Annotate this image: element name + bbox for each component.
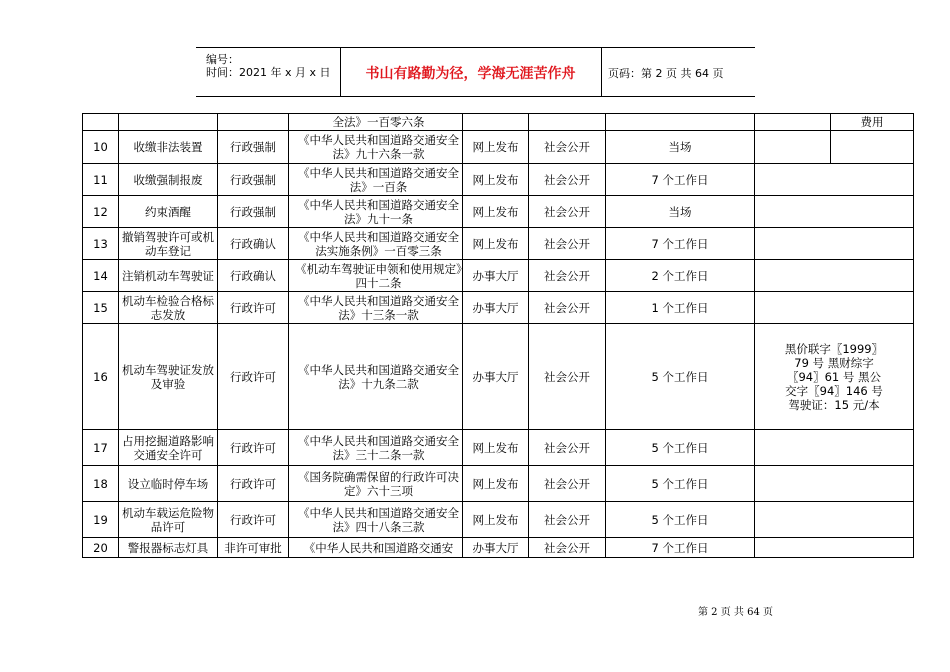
basis-cell: 《中华人民共和国道路交通安全法》九十六条一款 [289, 131, 463, 164]
period-cell: 7 个工作日 [606, 228, 755, 260]
fee-header-cell: 费用 [831, 114, 914, 131]
item-name: 占用挖掘道路影响交通安全许可 [119, 430, 218, 466]
period-cell: 5 个工作日 [606, 430, 755, 466]
table-row [83, 131, 914, 164]
basis-cell: 《中华人民共和国道路交通安全法》十九条二款 [289, 324, 463, 430]
row-number: 20 [83, 538, 119, 558]
basis-cell: 《中华人民共和国道路交通安全法》三十二条一款 [289, 430, 463, 466]
scope-cell: 社会公开 [529, 292, 606, 324]
channel-cell: 网上发布 [463, 228, 529, 260]
item-name: 机动车载运危险物品许可 [119, 502, 218, 538]
channel-cell: 办事大厅 [463, 260, 529, 292]
channel-cell: 网上发布 [463, 196, 529, 228]
scope-cell: 社会公开 [529, 164, 606, 196]
channel-cell: 办事大厅 [463, 538, 529, 558]
table-cell [606, 114, 755, 131]
channel-cell: 网上发布 [463, 164, 529, 196]
basis-cell: 《中华人民共和国道路交通安全法》十三条一款 [289, 292, 463, 324]
table-cell [529, 114, 606, 131]
scope-cell: 社会公开 [529, 228, 606, 260]
row-number: 12 [83, 196, 119, 228]
table-cell [755, 114, 831, 131]
table-row [83, 466, 914, 502]
item-type: 行政确认 [218, 260, 289, 292]
scope-cell: 社会公开 [529, 324, 606, 430]
period-cell: 5 个工作日 [606, 466, 755, 502]
item-name: 注销机动车驾驶证 [119, 260, 218, 292]
basis-cell: 《中华人民共和国道路交通安全法》一百条 [289, 164, 463, 196]
page-header [196, 47, 755, 97]
header-top-rule [196, 47, 755, 48]
header-page-label: 页码：第 2 页 共 64 页 [608, 67, 724, 80]
row-number: 18 [83, 466, 119, 502]
table-cell [83, 114, 119, 131]
fee-cell: 黑价联字〖1999〗79 号 黑财综字〖94〗61 号 黑公交字〖94〗146 号 驾驶证：15 元/本 [755, 324, 914, 430]
table-cell [463, 114, 529, 131]
row-number: 15 [83, 292, 119, 324]
period-cell: 7 个工作日 [606, 164, 755, 196]
table-cell [831, 131, 914, 164]
table-row [83, 114, 914, 131]
period-cell: 1 个工作日 [606, 292, 755, 324]
fee-cell [755, 131, 831, 164]
row-number: 13 [83, 228, 119, 260]
scope-cell: 社会公开 [529, 131, 606, 164]
fee-cell [755, 502, 914, 538]
channel-cell: 网上发布 [463, 502, 529, 538]
items-table [82, 113, 914, 558]
item-type: 行政许可 [218, 324, 289, 430]
period-cell: 7 个工作日 [606, 538, 755, 558]
header-code-label: 编号： [206, 53, 239, 66]
period-cell: 当场 [606, 131, 755, 164]
item-type: 行政许可 [218, 430, 289, 466]
fee-cell [755, 196, 914, 228]
scope-cell: 社会公开 [529, 196, 606, 228]
header-time-label: 时间：2021 年 x 月 x 日 [206, 66, 331, 79]
fee-cell [755, 430, 914, 466]
table-row [83, 502, 914, 538]
header-bottom-rule [196, 96, 755, 97]
table-row [83, 260, 914, 292]
fee-cell [755, 164, 914, 196]
period-cell: 5 个工作日 [606, 324, 755, 430]
item-type: 非许可审批 [218, 538, 289, 558]
basis-cell: 《机动车驾驶证申领和使用规定》四十二条 [289, 260, 463, 292]
basis-cell: 《中华人民共和国道路交通安 [289, 538, 463, 558]
channel-cell: 网上发布 [463, 466, 529, 502]
item-name: 机动车检验合格标志发放 [119, 292, 218, 324]
item-type: 行政许可 [218, 502, 289, 538]
item-type: 行政确认 [218, 228, 289, 260]
scope-cell: 社会公开 [529, 538, 606, 558]
scope-cell: 社会公开 [529, 466, 606, 502]
table-row [83, 292, 914, 324]
row-number: 19 [83, 502, 119, 538]
header-divider [601, 47, 602, 97]
table-row [83, 324, 914, 430]
row-number: 10 [83, 131, 119, 164]
scope-cell: 社会公开 [529, 260, 606, 292]
page-footer: 第 2 页 共 64 页 [698, 607, 773, 618]
basis-cell: 《中华人民共和国道路交通安全法》九十一条 [289, 196, 463, 228]
table-cell [218, 114, 289, 131]
fee-cell [755, 538, 914, 558]
channel-cell: 办事大厅 [463, 324, 529, 430]
row-number: 14 [83, 260, 119, 292]
table-cell [119, 114, 218, 131]
item-type: 行政强制 [218, 164, 289, 196]
item-name: 机动车驾驶证发放及审验 [119, 324, 218, 430]
scope-cell: 社会公开 [529, 502, 606, 538]
header-motto: 书山有路勤为径，学海无涯苦作舟 [365, 66, 576, 82]
table-row [83, 164, 914, 196]
period-cell: 2 个工作日 [606, 260, 755, 292]
table-row [83, 430, 914, 466]
item-name: 收缴非法装置 [119, 131, 218, 164]
item-type: 行政许可 [218, 466, 289, 502]
scope-cell: 社会公开 [529, 430, 606, 466]
basis-cell: 全法》一百零六条 [289, 114, 463, 131]
item-type: 行政许可 [218, 292, 289, 324]
item-name: 警报器标志灯具 [119, 538, 218, 558]
fee-cell [755, 292, 914, 324]
table-row [83, 228, 914, 260]
basis-cell: 《国务院确需保留的行政许可决定》六十三项 [289, 466, 463, 502]
fee-cell [755, 228, 914, 260]
basis-cell: 《中华人民共和国道路交通安全法》四十八条三款 [289, 502, 463, 538]
fee-cell [755, 260, 914, 292]
item-name: 设立临时停车场 [119, 466, 218, 502]
channel-cell: 网上发布 [463, 131, 529, 164]
channel-cell: 网上发布 [463, 430, 529, 466]
fee-cell [755, 466, 914, 502]
item-name: 收缴强制报废 [119, 164, 218, 196]
row-number: 17 [83, 430, 119, 466]
channel-cell: 办事大厅 [463, 292, 529, 324]
item-name: 约束酒醒 [119, 196, 218, 228]
row-number: 11 [83, 164, 119, 196]
table-row [83, 538, 914, 558]
row-number: 16 [83, 324, 119, 430]
basis-cell: 《中华人民共和国道路交通安全法实施条例》一百零三条 [289, 228, 463, 260]
period-cell: 5 个工作日 [606, 502, 755, 538]
period-cell: 当场 [606, 196, 755, 228]
table-row [83, 196, 914, 228]
item-type: 行政强制 [218, 131, 289, 164]
item-type: 行政强制 [218, 196, 289, 228]
item-name: 撤销驾驶许可或机动车登记 [119, 228, 218, 260]
